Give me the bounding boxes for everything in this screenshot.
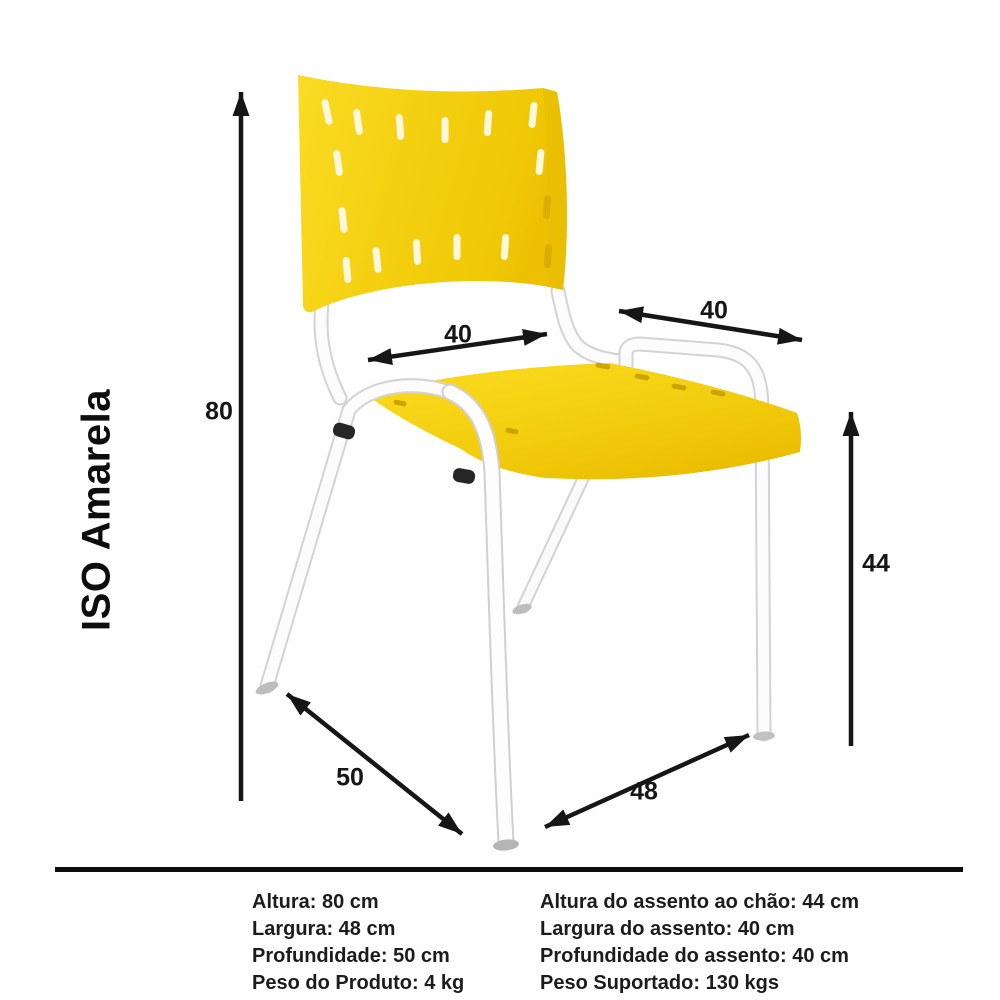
foot-caps — [254, 602, 775, 852]
foot-cap — [753, 731, 776, 742]
spec-line-seat-height: Altura do assento ao chão: 44 cm — [540, 891, 859, 913]
spec-list-right — [540, 889, 859, 997]
frame-rail-left-and-leg — [267, 386, 449, 686]
product-title: ISO Amarela — [74, 389, 119, 631]
depth-arrow-50 — [287, 694, 462, 834]
backrest-support-left — [321, 295, 340, 398]
dimension-label-front-width: 48 — [630, 777, 658, 806]
backrest-slot — [454, 234, 461, 260]
spec-line-max-weight: Peso Suportado: 130 kgs — [540, 972, 779, 994]
dimension-label-seat-floor-height: 44 — [862, 549, 890, 578]
backrest-support-right — [558, 291, 620, 361]
chair-seat — [367, 362, 801, 479]
dimension-label-total-height: 80 — [205, 397, 233, 426]
spec-line-depth: Profundidade: 50 cm — [252, 945, 450, 967]
leg-back — [523, 466, 589, 607]
dimension-label-depth: 50 — [336, 763, 364, 792]
tube-fill — [267, 386, 449, 686]
dimension-label-backrest-width: 40 — [444, 320, 472, 349]
spec-line-height: Altura: 80 cm — [252, 891, 379, 913]
backrest-shell — [298, 75, 567, 312]
spec-line-weight: Peso do Produto: 4 kg — [252, 972, 465, 994]
spec-line-seat-width: Largura do assento: 40 cm — [540, 918, 795, 940]
spec-line-width: Largura: 48 cm — [252, 918, 396, 940]
dimension-label-seat-width: 40 — [700, 296, 728, 325]
spec-list-left — [252, 889, 464, 997]
foot-cap — [492, 838, 519, 852]
tube-fill — [523, 466, 589, 607]
chair-backrest — [298, 75, 567, 312]
backrest-slot — [442, 117, 449, 143]
tube-outline — [267, 386, 449, 686]
stacking-knob — [452, 467, 476, 485]
spec-line-seat-depth: Profundidade do assento: 40 cm — [540, 945, 849, 967]
backrest-slot — [413, 239, 421, 265]
spec-divider-line — [55, 867, 963, 872]
leg-front — [450, 392, 506, 842]
